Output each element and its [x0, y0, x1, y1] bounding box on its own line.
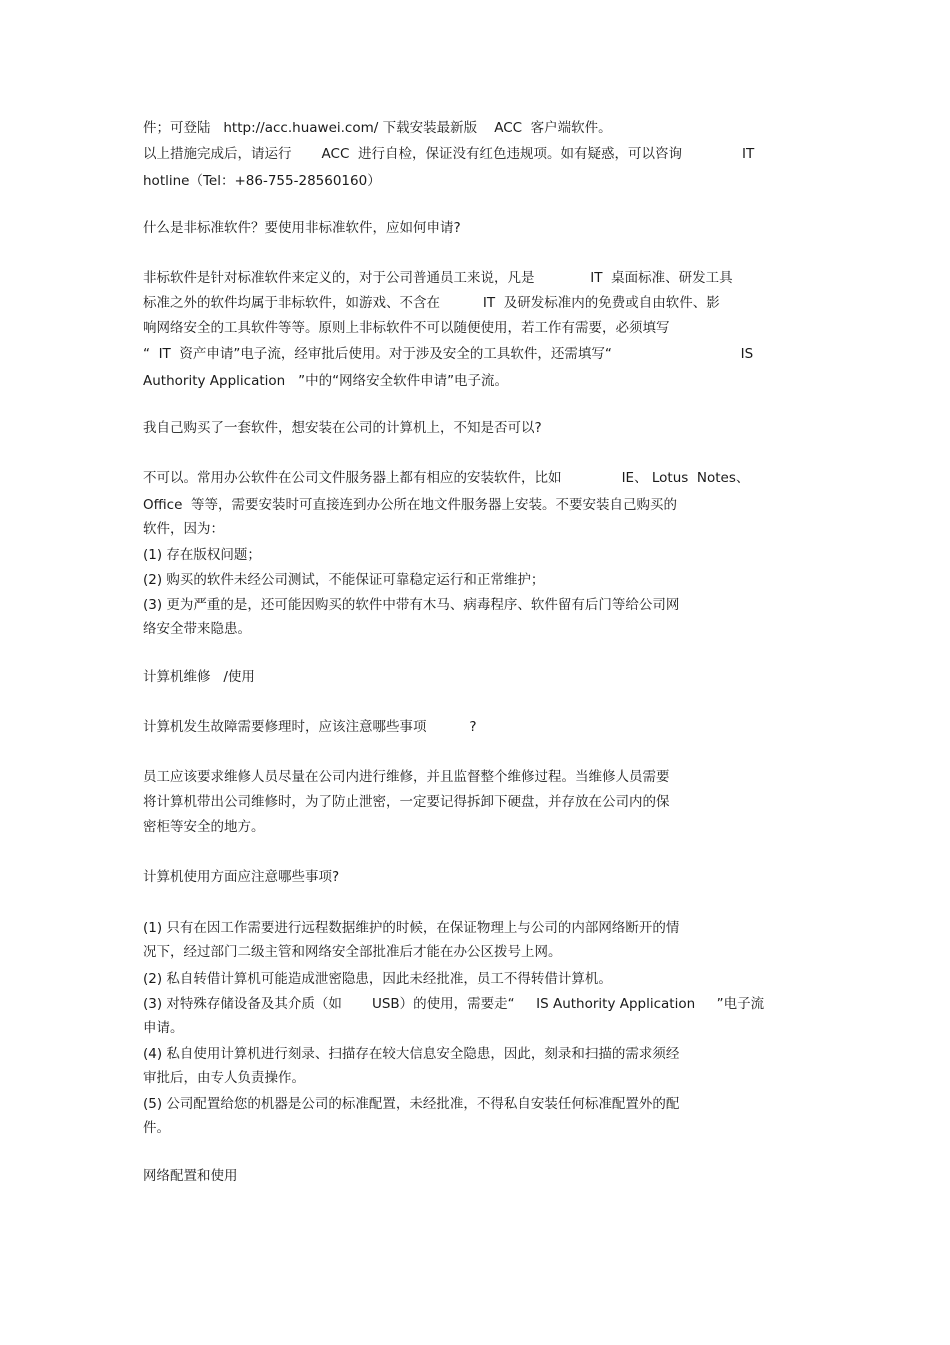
section-heading: 计算机维修 /使用	[143, 669, 255, 685]
text-line: 软件，因为：	[143, 521, 224, 537]
list-item: (4) 私自使用计算机进行刻录、扫描存在较大信息安全隐患，因此，刻录和扫描的需求须经	[143, 1046, 680, 1062]
section-heading: 网络配置和使用	[143, 1168, 238, 1184]
text-line: 不可以。常用办公软件在公司文件服务器上都有相应的安装软件，比如 IE、 Lotus Notes、	[143, 470, 750, 486]
text-line: 将计算机带出公司维修时，为了防止泄密，一定要记得拆卸下硬盘，并存放在公司内的保	[143, 794, 670, 810]
section-question: 什么是非标准软件？要使用非标准软件，应如何申请?	[143, 220, 461, 236]
text-line: 以上措施完成后，请运行 ACC 进行自检，保证没有红色违规项。如有疑惑，可以咨询 IT	[143, 146, 755, 162]
text-line: 况下，经过部门二级主管和网络安全部批准后才能在办公区拨号上网。	[143, 944, 562, 960]
text-line: 审批后，由专人负责操作。	[143, 1070, 305, 1086]
section-question: 计算机使用方面应注意哪些事项?	[143, 869, 340, 885]
text-line: 响网络安全的工具软件等等。原则上非标软件不可以随便使用，若工作有需要，必须填写	[143, 320, 670, 336]
text-line: hotline（Tel：+86-755-28560160）	[143, 173, 381, 189]
section-question: 我自己购买了一套软件，想安装在公司的计算机上，不知是否可以?	[143, 420, 542, 436]
text-line: Office 等等，需要安装时可直接连到办公所在地文件服务器上安装。不要安装自己购买的	[143, 497, 677, 513]
section-question: 计算机发生故障需要修理时，应该注意哪些事项 ?	[143, 719, 477, 735]
list-item: (3) 更为严重的是，还可能因购买的软件中带有木马、病毒程序、软件留有后门等给公司网	[143, 597, 680, 613]
text-line: 标准之外的软件均属于非标软件，如游戏、不含在 IT 及研发标准内的免费或自由软件、影	[143, 295, 720, 311]
text-line: 件。	[143, 1120, 170, 1136]
list-item: (1) 只有在因工作需要进行远程数据维护的时候，在保证物理上与公司的内部网络断开的情	[143, 920, 680, 936]
text-line: 密柜等安全的地方。	[143, 819, 265, 835]
list-item: (1) 存在版权问题；	[143, 547, 261, 563]
list-item: (5) 公司配置给您的机器是公司的标准配置，未经批准，不得私自安装任何标准配置外的配	[143, 1096, 680, 1112]
text-line: 员工应该要求维修人员尽量在公司内进行维修，并且监督整个维修过程。当维修人员需要	[143, 769, 670, 785]
text-line: 络安全带来隐患。	[143, 621, 251, 637]
text-line: 件；可登陆 http://acc.huawei.com/ 下载安装最新版 ACC 客户端软件。	[143, 120, 612, 136]
text-line: 申请。	[143, 1020, 184, 1036]
list-item: (2) 购买的软件未经公司测试，不能保证可靠稳定运行和正常维护；	[143, 572, 545, 588]
list-item: (2) 私自转借计算机可能造成泄密隐患，因此未经批准，员工不得转借计算机。	[143, 971, 612, 987]
text-line: Authority Application ”中的“网络安全软件申请”电子流。	[143, 373, 509, 389]
text-line: “ IT 资产申请”电子流，经审批后使用。对于涉及安全的工具软件，还需填写“ IS	[143, 346, 754, 362]
list-item: (3) 对特殊存储设备及其介质（如 USB）的使用，需要走“ IS Authority Application ”电子流	[143, 996, 765, 1012]
text-line: 非标软件是针对标准软件来定义的，对于公司普通员工来说，凡是 IT 桌面标准、研发工具	[143, 270, 733, 286]
